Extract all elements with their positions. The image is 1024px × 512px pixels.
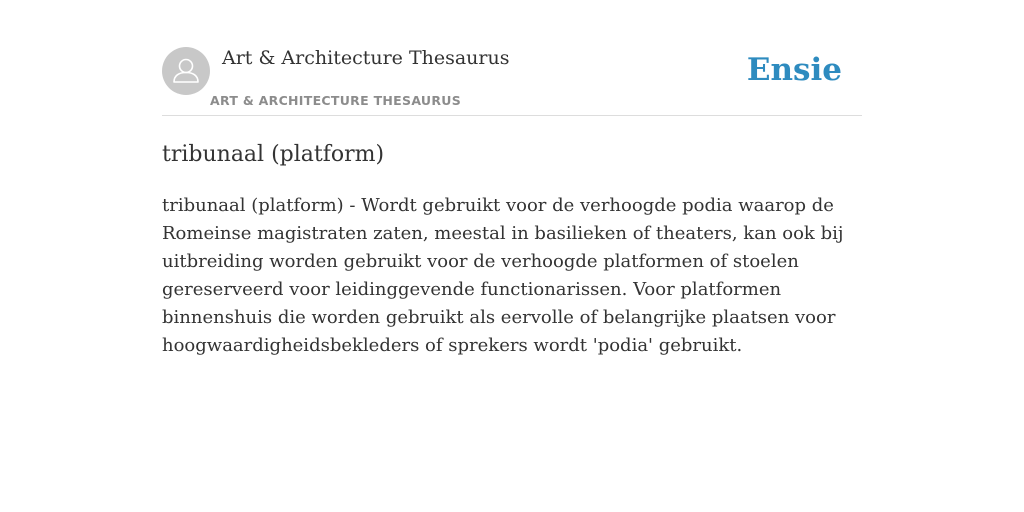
source-subtitle: ART & ARCHITECTURE THESAURUS bbox=[210, 93, 462, 108]
source-header bbox=[162, 0, 862, 116]
term-definition: tribunaal (platform) - Wordt gebruikt voor de verhoogde podia waarop de Romeinse magistraten zaten, meestal in basilieken of theaters, kan ook bij uitbreiding worden gebruikt voor de verhoogde platformen of stoelen gereserveerd voor leidinggevende functionarissen. Voor platformen binnenshuis die worden gebruikt als eervolle of belangrijke plaatsen voor hoogwaardigheidsbekleders of sprekers wordt 'podia' gebruikt. bbox=[162, 195, 844, 356]
avatar[interactable] bbox=[162, 47, 210, 95]
user-icon bbox=[162, 47, 210, 95]
brand-logo[interactable]: Ensie bbox=[746, 52, 842, 88]
source-title[interactable]: Art & Architecture Thesaurus bbox=[222, 47, 510, 69]
term-title: tribunaal (platform) bbox=[162, 142, 385, 167]
page-container bbox=[162, 0, 862, 512]
